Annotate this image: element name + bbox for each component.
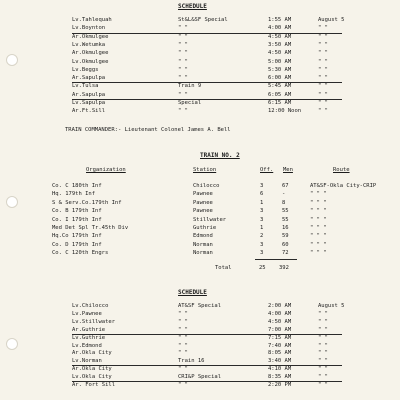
col-header-off: Off. [260, 167, 274, 173]
schedule-train: " " [178, 342, 188, 349]
org-cell: Co. B 179th Inf [52, 208, 102, 215]
schedule-train: " " [178, 91, 188, 98]
schedule-time: 8:05 AM [268, 350, 292, 357]
schedule-time: 6:00 AM [268, 75, 292, 82]
schedule-separator-rule [72, 365, 342, 366]
org-cell: Hq.Co 179th Inf [52, 233, 102, 240]
schedule-train: Train 9 [178, 83, 202, 90]
men-cell: 59 [282, 233, 289, 240]
off-cell: 3 [260, 241, 264, 248]
schedule-train: " " [178, 66, 188, 73]
schedule-date: " " [318, 342, 328, 349]
schedule-train: " " [178, 75, 188, 82]
off-cell: 3 [260, 208, 264, 215]
schedule-date: " " [318, 366, 328, 373]
station-cell: Norman [193, 241, 213, 248]
schedule-station: Lv.Tulsa [72, 83, 99, 90]
men-cell: - [282, 191, 286, 198]
org-cell: Med Det Spl Tr.45th Div [52, 225, 129, 231]
schedule-station: Ar.Okmulgee [72, 50, 109, 57]
schedule-train: CRI&P Special [178, 374, 222, 381]
col-header-organization: Organization [86, 167, 126, 173]
schedule-time: 3:40 AM [268, 358, 292, 365]
schedule-time: 4:00 AM [268, 25, 292, 32]
total-rule [255, 259, 297, 260]
schedule-station: Lv.Tahlequah [72, 17, 112, 23]
schedule-station: Ar.Okla City [72, 366, 112, 373]
schedule-date: " " [318, 25, 328, 32]
schedule-time: 5:30 AM [268, 66, 292, 73]
schedule-train: " " [178, 310, 188, 317]
schedule-date: " " [318, 50, 328, 57]
org-cell: Co. C 120th Engrs [52, 250, 109, 257]
schedule-separator-rule [72, 334, 342, 335]
men-cell: 55 [282, 208, 289, 215]
train-2-title: TRAIN NO. 2 [200, 152, 240, 159]
schedule-time: 4:00 AM [268, 310, 292, 317]
station-cell: Pawnee [193, 191, 213, 198]
schedule-date: " " [318, 310, 328, 317]
train-commander: TRAIN COMMANDER:- Lieutenant Colonel James A. Bell [65, 127, 231, 133]
schedule-time: 1:55 AM [268, 17, 292, 23]
schedule-date: " " [318, 334, 328, 341]
schedule-separator-rule [72, 82, 342, 83]
men-cell: 8 [282, 199, 286, 206]
schedule-time: 6:05 AM [268, 91, 292, 98]
route-cell: " " " [310, 208, 327, 215]
men-cell: 60 [282, 241, 289, 248]
schedule-station: Ar.Okla City [72, 350, 112, 357]
schedule-date: " " [318, 326, 328, 333]
schedule-date: " " [318, 66, 328, 73]
off-cell: 6 [260, 191, 264, 198]
schedule-train: Special [178, 100, 202, 106]
schedule-time: 4:50 AM [268, 318, 292, 325]
station-cell: Chilocco [193, 183, 220, 189]
schedule-time: 2:20 PM [268, 382, 292, 388]
route-cell: " " " [310, 191, 327, 198]
schedule-station: Ar.Okmulgee [72, 33, 109, 40]
schedule-date: " " [318, 58, 328, 65]
station-cell: Pawnee [193, 199, 213, 206]
off-cell: 3 [260, 250, 264, 257]
route-cell: " " " [310, 233, 327, 240]
schedule-station: Ar.Guthrie [72, 326, 106, 333]
off-cell: 1 [260, 199, 264, 206]
schedule-station: Lv.Boynton [72, 25, 106, 32]
schedule-train: " " [178, 33, 188, 40]
station-cell: Stillwater [193, 216, 227, 223]
total-label: Total [215, 265, 232, 271]
schedule-time: 7:40 AM [268, 342, 292, 349]
schedule-station: Ar.Sapulpa [72, 75, 106, 82]
org-cell: Co. D 179th Inf [52, 241, 102, 248]
total-off: 25 [259, 265, 266, 271]
org-cell: Co. I 179th Inf [52, 216, 102, 223]
off-cell: 3 [260, 183, 264, 189]
route-cell: " " " [310, 241, 327, 248]
schedule-train: " " [178, 108, 188, 115]
schedule-train: AT&SF Special [178, 303, 222, 309]
punch-hole [6, 338, 18, 350]
schedule-time: 6:15 AM [268, 100, 292, 106]
schedule-train: " " [178, 41, 188, 48]
schedule-time: 4:50 AM [268, 50, 292, 57]
route-cell: " " " [310, 216, 327, 223]
schedule-date: " " [318, 318, 328, 325]
men-cell: 55 [282, 216, 289, 223]
schedule-date: " " [318, 100, 328, 106]
schedule-station: Ar.Ft.Sill [72, 108, 106, 115]
station-cell: Edmond [193, 233, 213, 240]
schedule-station: Lv.Guthrie [72, 334, 106, 341]
org-cell: S & Serv.Co.179th Inf [52, 199, 122, 206]
schedule-station: Lv.Stillwater [72, 318, 116, 325]
schedule-train: " " [178, 50, 188, 57]
schedule-train: " " [178, 334, 188, 341]
schedule-date: " " [318, 358, 328, 365]
schedule-date: " " [318, 33, 328, 40]
schedule-train: " " [178, 318, 188, 325]
men-cell: 67 [282, 183, 289, 189]
schedule-train: " " [178, 366, 188, 373]
route-cell: " " " [310, 199, 327, 206]
schedule-time: 3:50 AM [268, 41, 292, 48]
total-men: 392 [279, 265, 289, 271]
schedule-separator-rule [72, 99, 342, 100]
route-cell: " " " [310, 250, 327, 257]
schedule-station: Lv.Pawnee [72, 310, 102, 317]
schedule-station: Ar.Sapulpa [72, 91, 106, 98]
schedule-date: " " [318, 41, 328, 48]
schedule-date: " " [318, 382, 328, 388]
schedule-train: Train 16 [178, 358, 205, 365]
org-cell: Hq. 179th Inf [52, 191, 96, 198]
schedule-time: 7:00 AM [268, 326, 292, 333]
punch-hole [6, 54, 18, 66]
schedule-station: Lv.Sapulpa [72, 100, 106, 106]
schedule-date: " " [318, 75, 328, 82]
schedule-station: Lv.Edmond [72, 342, 102, 349]
schedule-time: 8:35 AM [268, 374, 292, 381]
schedule-train: " " [178, 350, 188, 357]
schedule-time: 12:00 Noon [268, 108, 302, 115]
schedule-time: 4:50 AM [268, 33, 292, 40]
schedule-time: 7:15 AM [268, 334, 292, 341]
schedule-train: St&L&SF Special [178, 17, 228, 23]
schedule-date: " " [318, 91, 328, 98]
route-cell: " " " [310, 225, 327, 231]
schedule-time: 5:00 AM [268, 58, 292, 65]
route-cell: AT&SF-Okla City-CRIP [310, 183, 377, 189]
off-cell: 2 [260, 233, 264, 240]
schedule-time: 2:00 AM [268, 303, 292, 309]
schedule-train: " " [178, 382, 188, 388]
schedule-station: Ar. Fort Sill [72, 382, 116, 388]
col-header-men: Men [283, 167, 293, 173]
schedule-station: Lv.Okmulgee [72, 58, 109, 65]
station-cell: Norman [193, 250, 213, 257]
schedule-2-title: SCHEDULE [178, 289, 207, 296]
punch-hole [6, 196, 18, 208]
schedule-1-title: SCHEDULE [178, 3, 207, 10]
schedule-train: " " [178, 25, 188, 32]
schedule-date: " " [318, 108, 328, 115]
schedule-train: " " [178, 326, 188, 333]
schedule-station: Lv.Chilocco [72, 303, 109, 309]
col-header-route: Route [333, 167, 350, 173]
schedule-station: Lv.Norman [72, 358, 102, 365]
schedule-station: Lv.Wetumka [72, 41, 106, 48]
schedule-station: Lv.Okla City [72, 374, 112, 381]
station-cell: Guthrie [193, 225, 217, 231]
schedule-date: " " [318, 83, 328, 90]
men-cell: 16 [282, 225, 289, 231]
station-cell: Pawnee [193, 208, 213, 215]
off-cell: 3 [260, 216, 264, 223]
schedule-date: August 5 [318, 17, 345, 23]
schedule-date: " " [318, 374, 328, 381]
schedule-train: " " [178, 58, 188, 65]
schedule-time: 5:45 AM [268, 83, 292, 90]
off-cell: 1 [260, 225, 264, 231]
org-cell: Co. C 180th Inf [52, 183, 102, 189]
col-header-station: Station [193, 167, 217, 173]
schedule-date: " " [318, 350, 328, 357]
schedule-separator-rule [72, 33, 342, 34]
schedule-station: Lv.Beggs [72, 66, 99, 73]
men-cell: 72 [282, 250, 289, 257]
schedule-time: 4:10 AM [268, 366, 292, 373]
schedule-date: August 5 [318, 303, 345, 309]
